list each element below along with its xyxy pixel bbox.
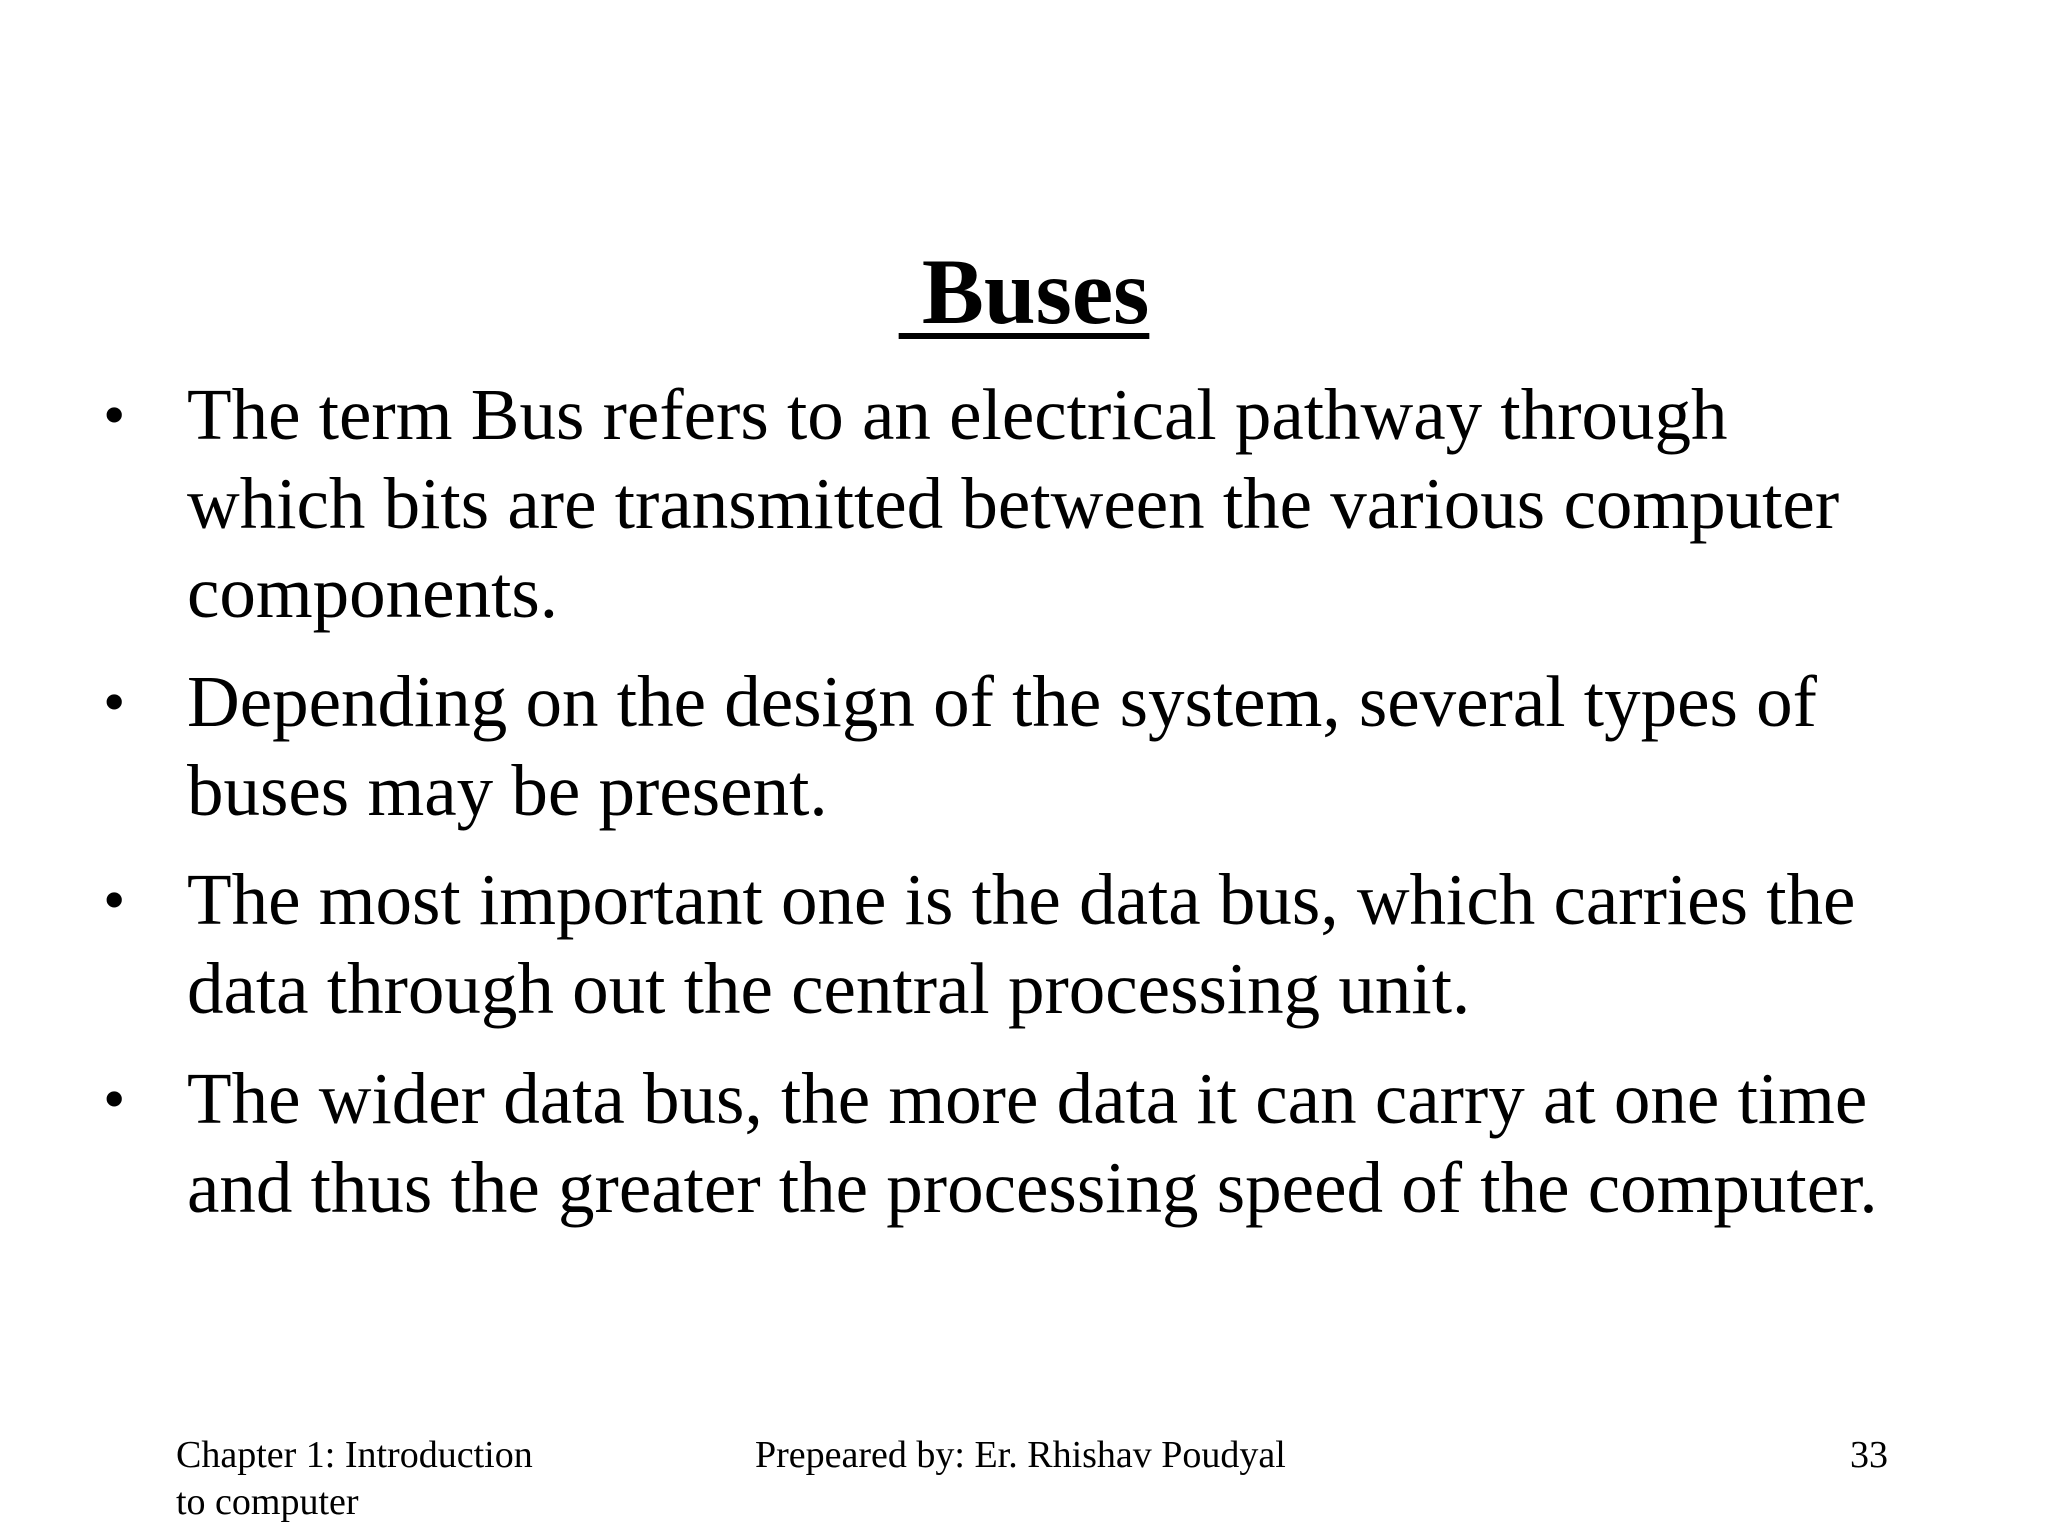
bullet-marker: • [103,666,126,737]
footer-author: Prepeared by: Er. Rhishav Poudyal [755,1434,1286,1476]
bullet-text: Depending on the design of the system, several types of buses may be present. [187,661,1817,831]
bullet-marker: • [103,1063,126,1134]
bullet-text: The most important one is the data bus, which carries the data through out the central processing unit. [187,859,1856,1029]
bullet-marker: • [103,379,126,450]
footer-page-number: 33 [1850,1434,1888,1476]
slide-title: Buses [898,241,1150,344]
bullet-text: The wider data bus, the more data it can carry at one time and thus the greater the processing speed of the computer. [187,1058,1878,1228]
bullet-marker: • [103,864,126,935]
footer-chapter: Chapter 1: Introduction to computer [176,1434,533,1523]
bullet-text: The term Bus refers to an electrical pathway through which bits are transmitted between the various computer components. [187,374,1840,633]
